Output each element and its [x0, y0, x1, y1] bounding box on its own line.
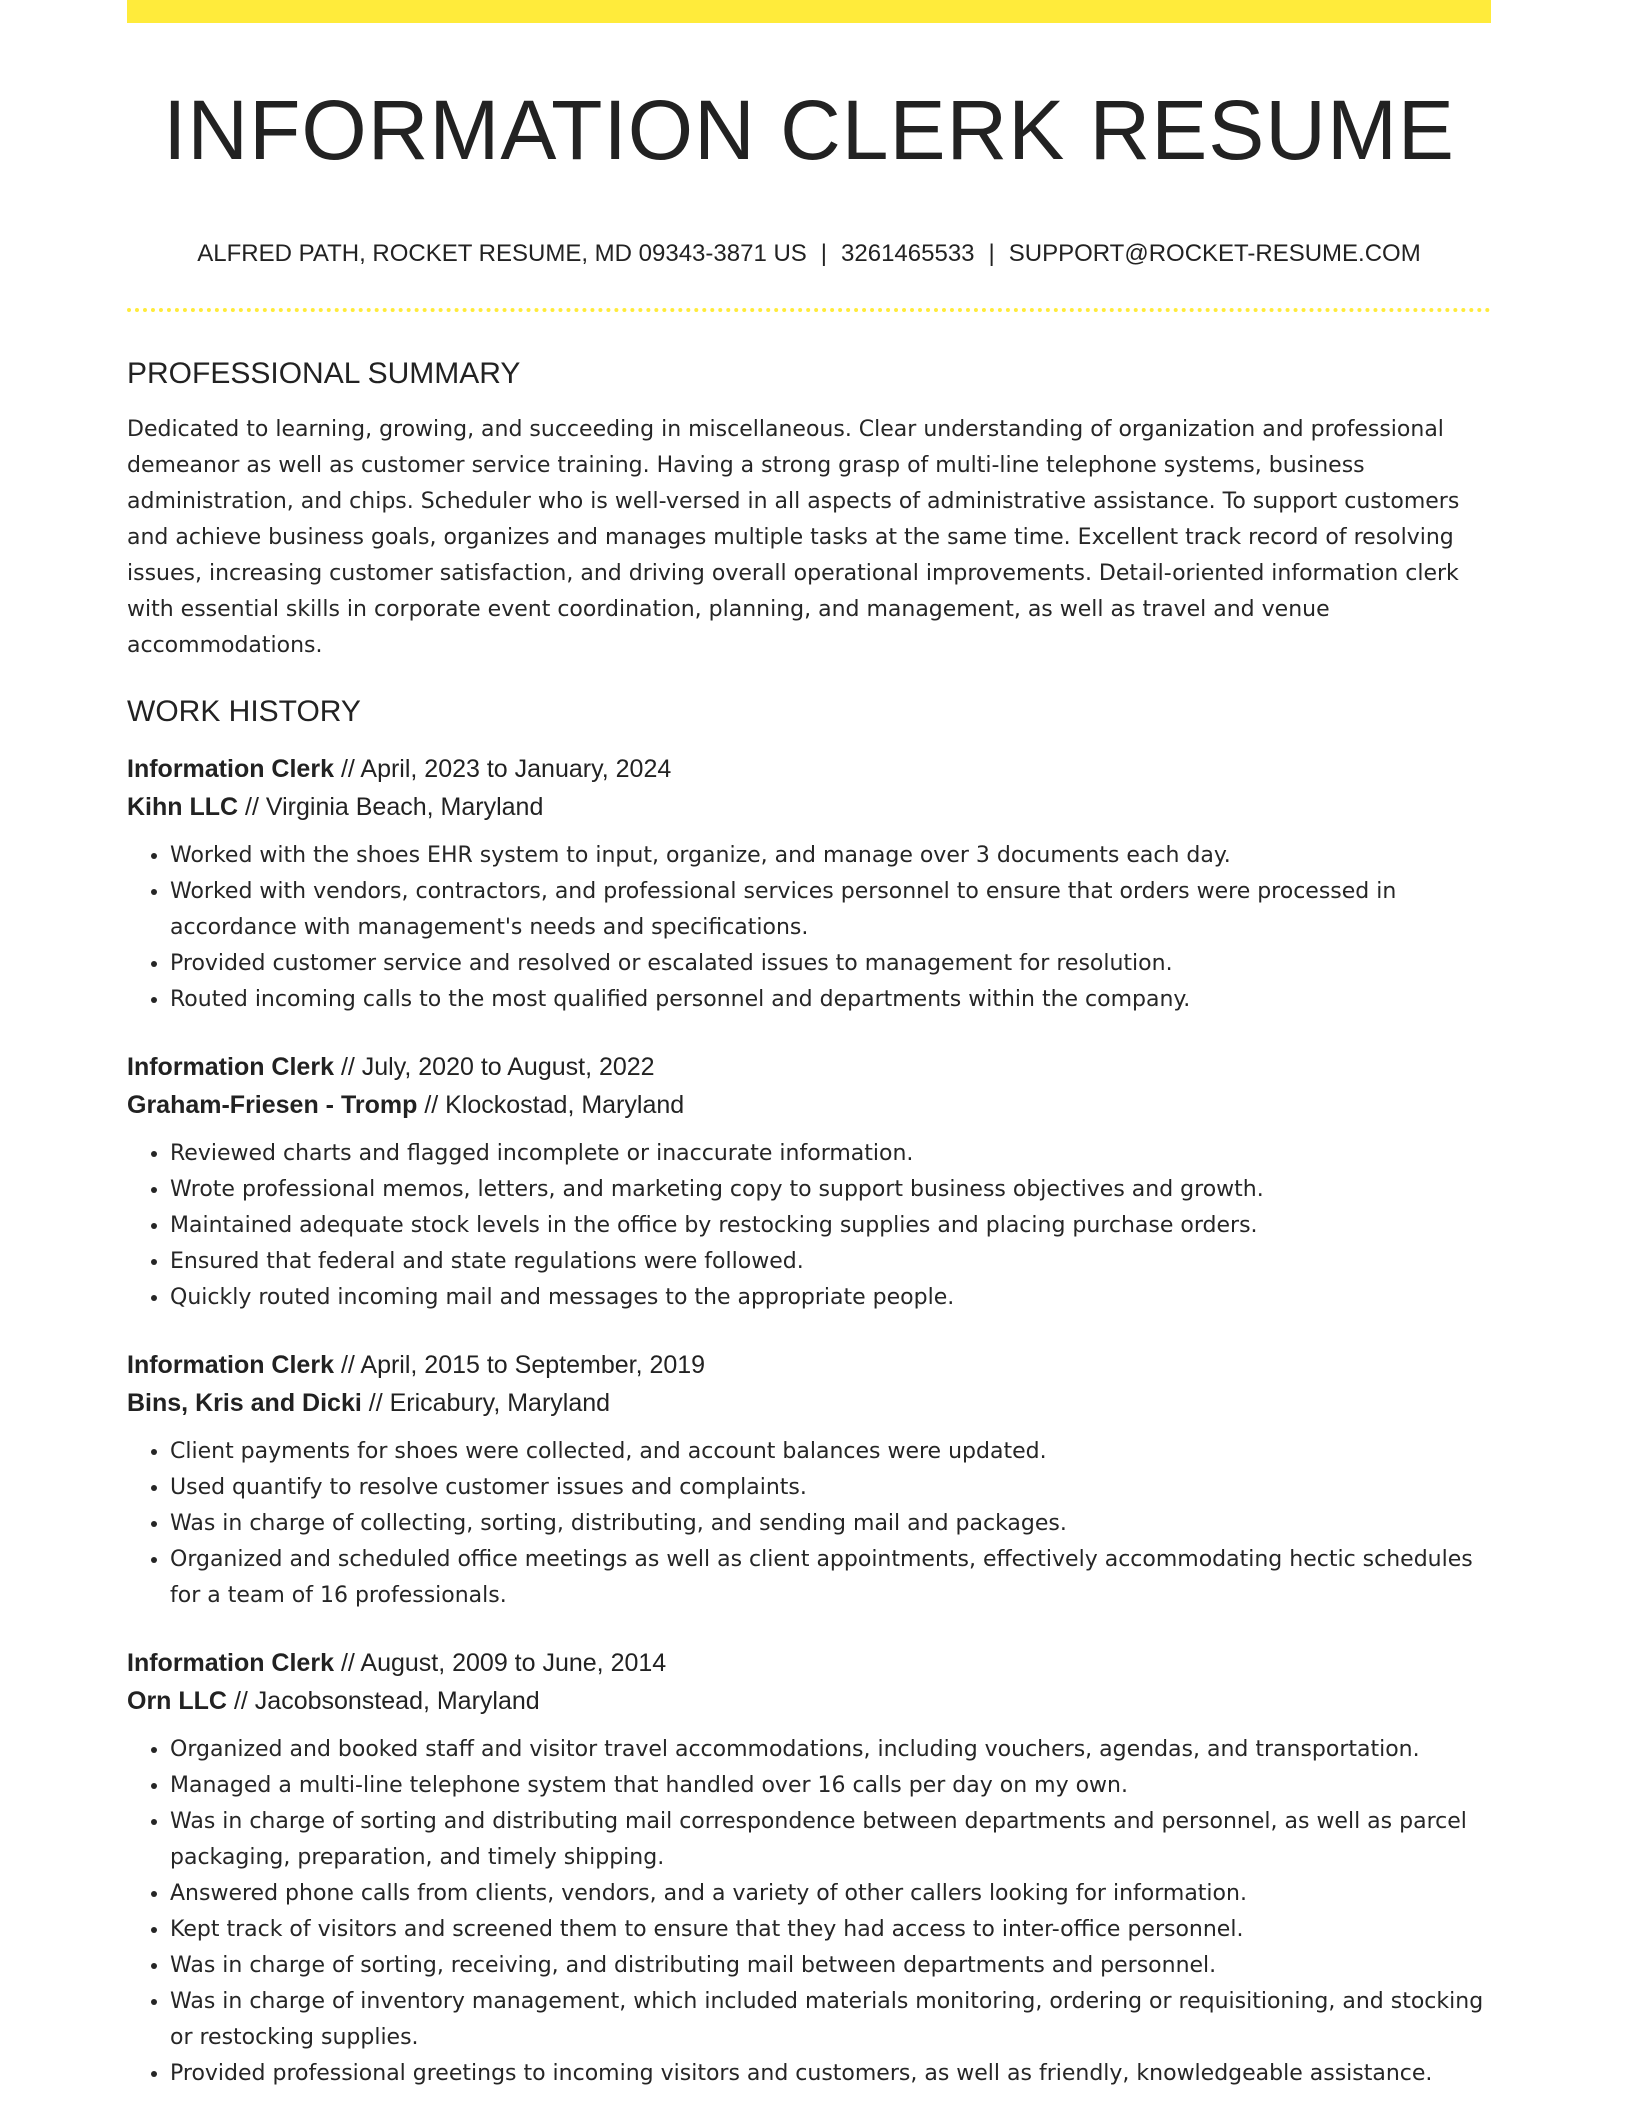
- job-company: Orn LLC: [127, 1687, 227, 1715]
- job-bullet: • Reviewed charts and flagged incomplete or inaccurate information.: [170, 1136, 1491, 1172]
- job-bullet: • Was in charge of sorting and distributing mail correspondence between departments and personnel, as well as parcel packaging, preparation, and timely shipping.: [170, 1804, 1491, 1876]
- job-location: // Klockostad, Maryland: [424, 1091, 685, 1119]
- job-title: Information Clerk: [127, 1053, 334, 1081]
- job-bullet: • Organized and booked staff and visitor travel accommodations, including vouchers, agendas, and transportation.: [170, 1732, 1491, 1768]
- job-bullet: • Organized and scheduled office meetings as well as client appointments, effectively accommodating hectic schedules for a team of 16 professionals.: [170, 1542, 1491, 1614]
- job-bullet: • Routed incoming calls to the most qualified personnel and departments within the company.: [170, 982, 1491, 1018]
- job-location: // Virginia Beach, Maryland: [245, 793, 544, 821]
- job-company-line: [127, 1384, 1491, 1422]
- work-history-heading: WORK HISTORY: [127, 695, 361, 728]
- job-dates: // April, 2015 to September, 2019: [340, 1351, 706, 1379]
- job-bullet: • Kept track of visitors and screened them to ensure that they had access to inter-office personnel.: [170, 1912, 1491, 1948]
- work-history-list: [127, 750, 1491, 2092]
- job-dates: // July, 2020 to August, 2022: [340, 1053, 655, 1081]
- job-bullets: [127, 1434, 1491, 1614]
- job-bullet: • Worked with vendors, contractors, and professional services personnel to ensure that orders were processed in accordance with management's needs and specifications.: [170, 874, 1491, 946]
- accent-top-bar: [127, 0, 1491, 23]
- summary-heading: PROFESSIONAL SUMMARY: [127, 357, 521, 390]
- job-bullet: • Answered phone calls from clients, vendors, and a variety of other callers looking for information.: [170, 1876, 1491, 1912]
- job-bullet: • Was in charge of sorting, receiving, and distributing mail between departments and personnel.: [170, 1948, 1491, 1984]
- job-entry: [127, 1048, 1491, 1316]
- contact-email: SUPPORT@ROCKET-RESUME.COM: [1008, 240, 1421, 267]
- job-entry: [127, 1644, 1491, 2092]
- job-bullet: • Client payments for shoes were collected, and account balances were updated.: [170, 1434, 1491, 1470]
- job-bullet: • Was in charge of inventory management, which included materials monitoring, ordering or requisitioning, and stocking or restocking supplies.: [170, 1984, 1491, 2056]
- job-bullet: • Maintained adequate stock levels in the office by restocking supplies and placing purchase orders.: [170, 1208, 1491, 1244]
- job-bullet: • Provided customer service and resolved or escalated issues to management for resolution.: [170, 946, 1491, 982]
- job-title-line: [127, 750, 1491, 788]
- job-entry: [127, 1346, 1491, 1614]
- summary-text: Dedicated to learning, growing, and succeeding in miscellaneous. Clear understanding of organization and professional demeanor as well as customer service training. Having a strong grasp of multi-line telephone systems, business administration, and chips. Scheduler who is well-versed in all aspects of administrative assistance. To support customers and achieve business goals, organizes and manages multiple tasks at the same time. Excellent track record of resolving issues, increasing customer satisfaction, and driving overall operational improvements. Detail-oriented information clerk with essential skills in corporate event coordination, planning, and management, as well as travel and venue accommodations.: [127, 417, 1460, 658]
- dotted-divider: [127, 308, 1491, 312]
- job-title-line: [127, 1048, 1491, 1086]
- resume-content: [127, 70, 1491, 2092]
- job-company-line: [127, 1086, 1491, 1124]
- job-dates: // April, 2023 to January, 2024: [340, 755, 672, 783]
- job-bullet: • Quickly routed incoming mail and messages to the appropriate people.: [170, 1280, 1491, 1316]
- contact-address: ALFRED PATH, ROCKET RESUME, MD 09343-3871 US: [197, 240, 807, 267]
- job-bullet: • Wrote professional memos, letters, and marketing copy to support business objectives and growth.: [170, 1172, 1491, 1208]
- job-bullets: [127, 1136, 1491, 1316]
- job-company: Kihn LLC: [127, 793, 239, 821]
- job-location: // Jacobsonstead, Maryland: [233, 1687, 540, 1715]
- job-bullets: [127, 1732, 1491, 2092]
- job-title-line: [127, 1644, 1491, 1682]
- job-bullet: • Ensured that federal and state regulations were followed.: [170, 1244, 1491, 1280]
- job-title: Information Clerk: [127, 1649, 334, 1677]
- job-title-line: [127, 1346, 1491, 1384]
- job-bullet: • Used quantify to resolve customer issues and complaints.: [170, 1470, 1491, 1506]
- job-company-line: [127, 788, 1491, 826]
- job-company: Graham-Friesen - Tromp: [127, 1091, 418, 1119]
- job-title: Information Clerk: [127, 1351, 334, 1379]
- job-bullet: • Provided professional greetings to incoming visitors and customers, as well as friendly, knowledgeable assistance.: [170, 2056, 1491, 2092]
- job-bullet: • Managed a multi-line telephone system that handled over 16 calls per day on my own.: [170, 1768, 1491, 1804]
- page-title: INFORMATION CLERK RESUME: [163, 83, 1455, 177]
- job-company: Bins, Kris and Dicki: [127, 1389, 362, 1417]
- job-location: // Ericabury, Maryland: [368, 1389, 611, 1417]
- job-bullet: • Was in charge of collecting, sorting, distributing, and sending mail and packages.: [170, 1506, 1491, 1542]
- contact-separator: |: [820, 240, 828, 267]
- job-entry: [127, 750, 1491, 1018]
- job-dates: // August, 2009 to June, 2014: [340, 1649, 667, 1677]
- job-company-line: [127, 1682, 1491, 1720]
- contact-phone: 3261465533: [841, 240, 975, 267]
- contact-separator: |: [988, 240, 995, 267]
- job-bullets: [127, 838, 1491, 1018]
- job-bullet: • Worked with the shoes EHR system to input, organize, and manage over 3 documents each day.: [170, 838, 1491, 874]
- job-title: Information Clerk: [127, 755, 334, 783]
- contact-line: [127, 238, 1491, 270]
